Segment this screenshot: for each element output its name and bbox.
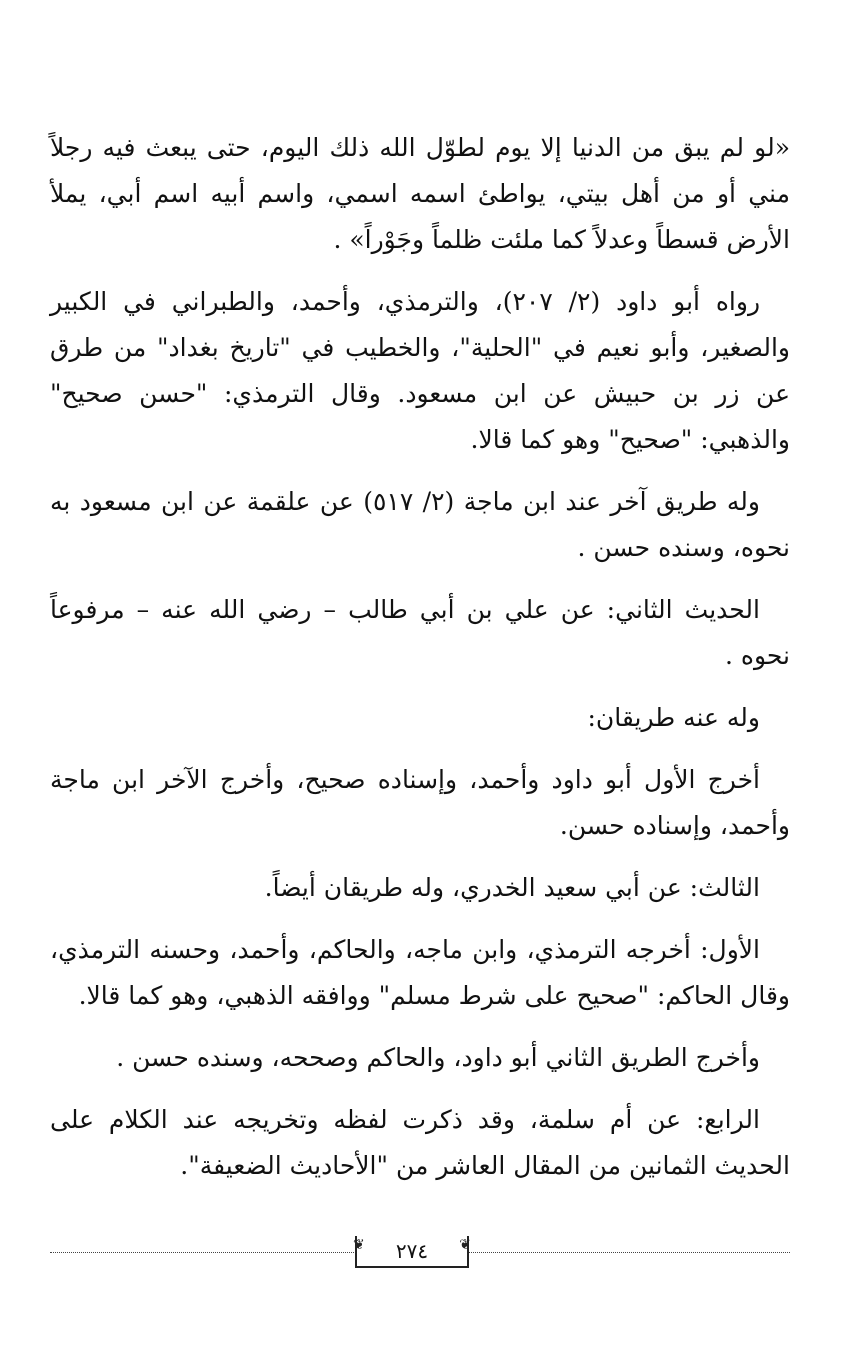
page-number: ٢٧٤ xyxy=(395,1239,429,1263)
page-number-frame xyxy=(355,1236,469,1268)
hadith-quote-paragraph: «لو لم يبق من الدنيا إلا يوم لطوّل الله ذلك اليوم، حتى يبعث فيه رجلاً مني أو من أهل بيتي، يواطئ اسمه اسمي، واسم أبيه اسم أبي، يملأ الأرض قسطاً وعدلاً كما ملئت ظلماً وجَوْراً» . xyxy=(50,133,790,254)
fourth-hadith-paragraph: الرابع: عن أم سلمة، وقد ذكرت لفظه وتخريجه عند الكلام على الحديث الثمانين من المقال العاشر من "الأحاديث الضعيفة". xyxy=(50,1105,790,1180)
third-first-route-paragraph: الأول: أخرجه الترمذي، وابن ماجه، والحاكم، وأحمد، وحسنه الترمذي، وقال الحاكم: "صحيح على شرط مسلم" ووافقه الذهبي، وهو كما قالا. xyxy=(50,935,790,1010)
second-route-paragraph: وله طريق آخر عند ابن ماجة (٢/ ٥١٧) عن علقمة عن ابن مسعود به نحوه، وسنده حسن . xyxy=(50,487,790,562)
body-text xyxy=(50,125,790,1205)
first-route-paragraph: أخرج الأول أبو داود وأحمد، وإسناده صحيح، وأخرج الآخر ابن ماجة وأحمد، وإسناده حسن. xyxy=(50,765,790,840)
page-footer xyxy=(50,1232,790,1272)
two-routes-paragraph: وله عنه طريقان: xyxy=(587,703,760,732)
ornament-icon: ❦ xyxy=(353,1237,365,1253)
ornament-icon: ❦ xyxy=(459,1237,471,1253)
third-second-route-paragraph: وأخرج الطريق الثاني أبو داود، والحاكم وصححه، وسنده حسن . xyxy=(116,1043,760,1072)
third-hadith-paragraph: الثالث: عن أبي سعيد الخدري، وله طريقان أيضاً. xyxy=(264,873,760,902)
narration-paragraph: رواه أبو داود (٢/ ٢٠٧)، والترمذي، وأحمد، والطبراني في الكبير والصغير، وأبو نعيم في "الحلية"، والخطيب في "تاريخ بغداد" من طرق عن زر بن حبيش عن ابن مسعود. وقال الترمذي: "حسن صحيح" والذهبي: "صحيح" وهو كما قالا. xyxy=(50,287,790,454)
second-hadith-paragraph: الحديث الثاني: عن علي بن أبي طالب – رضي الله عنه – مرفوعاً نحوه . xyxy=(50,595,790,670)
